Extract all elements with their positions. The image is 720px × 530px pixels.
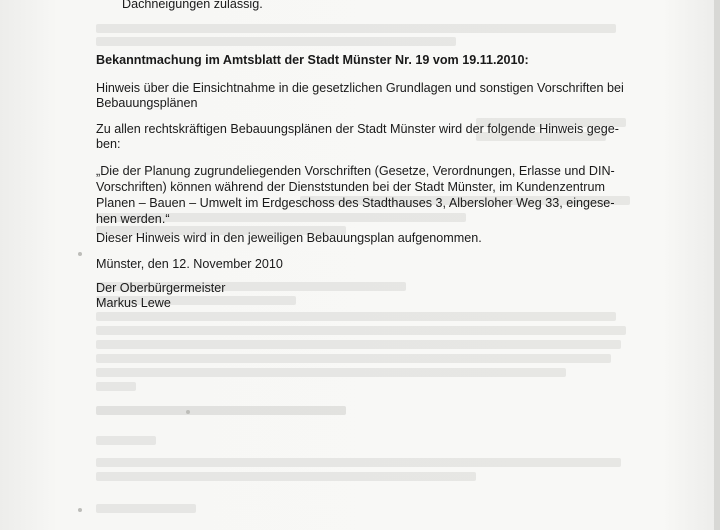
hint-title-line-2: Bebauungsplänen bbox=[96, 96, 198, 110]
bleed-through-line bbox=[96, 472, 476, 481]
top-fragment: Dachneigungen zulässig. bbox=[122, 0, 263, 11]
closing-note: Dieser Hinweis wird in den jeweiligen Bebauungsplan aufgenommen. bbox=[96, 231, 482, 245]
bleed-through-line bbox=[96, 24, 616, 33]
bleed-through-line bbox=[96, 312, 616, 321]
scan-speck bbox=[186, 410, 190, 414]
signer-name: Markus Lewe bbox=[96, 296, 171, 310]
bleed-through-line bbox=[96, 326, 626, 335]
page-edge-shadow bbox=[714, 0, 720, 530]
place-and-date: Münster, den 12. November 2010 bbox=[96, 257, 283, 271]
bleed-through-line bbox=[96, 406, 346, 415]
scan-speck bbox=[78, 508, 82, 512]
intro-line-2: ben: bbox=[96, 137, 121, 151]
announcement-heading: Bekanntmachung im Amtsblatt der Stadt Münster Nr. 19 vom 19.11.2010: bbox=[96, 53, 529, 67]
bleed-through-line bbox=[96, 368, 566, 377]
bleed-through-line bbox=[96, 458, 621, 467]
bleed-through-line bbox=[96, 37, 456, 46]
quote-line-3: Planen – Bauen – Umwelt im Erdgeschoss des Stadthauses 3, Albersloher Weg 33, eingese- bbox=[96, 196, 615, 210]
hint-title-line-1: Hinweis über die Einsichtnahme in die gesetzlichen Grundlagen und sonstigen Vorschriften bei bbox=[96, 81, 624, 95]
bleed-through-line bbox=[96, 340, 621, 349]
bleed-through-line bbox=[96, 354, 611, 363]
quote-line-4: hen werden.“ bbox=[96, 212, 170, 226]
quote-line-1: „Die der Planung zugrundeliegenden Vorschriften (Gesetze, Verordnungen, Erlasse und DIN- bbox=[96, 164, 615, 178]
quote-line-2: Vorschriften) können während der Dienststunden bei der Stadt Münster, im Kundenzentrum bbox=[96, 180, 605, 194]
scan-speck bbox=[78, 252, 82, 256]
bleed-through-line bbox=[96, 436, 156, 445]
bleed-through-line bbox=[96, 504, 196, 513]
bleed-through-line bbox=[96, 382, 136, 391]
signer-title: Der Oberbürgermeister bbox=[96, 281, 226, 295]
intro-line-1: Zu allen rechtskräftigen Bebauungsplänen der Stadt Münster wird der folgende Hinweis gege- bbox=[96, 122, 619, 136]
